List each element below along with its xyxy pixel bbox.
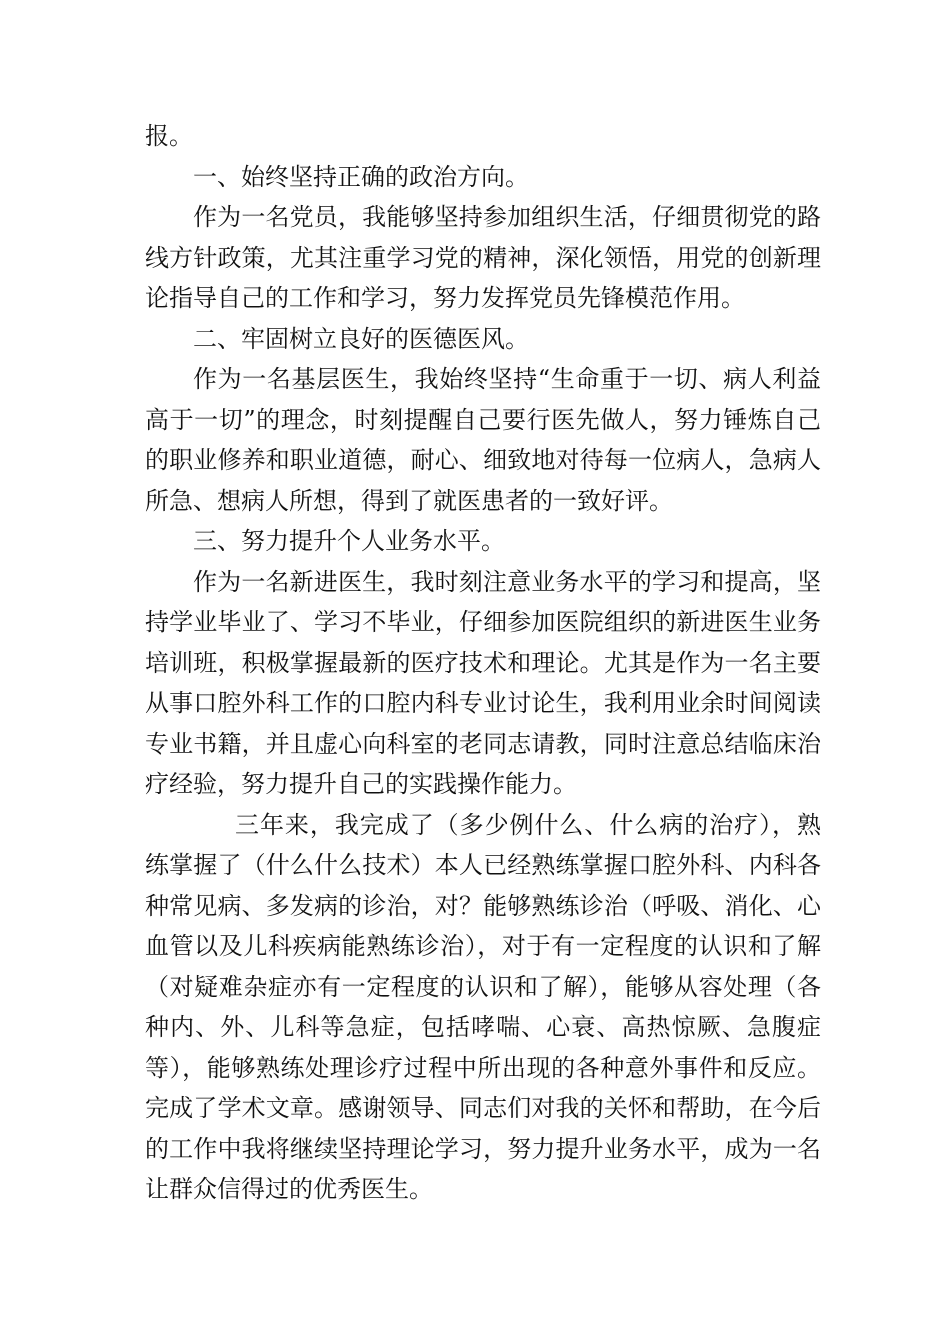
paragraph-professional-skills: 作为一名新进医生，我时刻注意业务水平的学习和提高，坚持学业毕业了、学习不毕业，仔细参加医院组织的新进医生业务培训班，积极掌握最新的医疗技术和理论。尤其是作为一名主要从事口腔外科工作的口腔内科专业讨论生，我利用业余时间阅读专业书籍，并且虚心向科室的老同志请教，同时注意总结临床治疗经验，努力提升自己的实践操作能力。 (145, 567, 821, 798)
document-body (145, 116, 821, 1210)
paragraph-continuation: 报。 (145, 122, 193, 150)
section-heading-2: 二、牢固树立良好的医德医风。 (193, 324, 529, 353)
paragraph-political-direction: 作为一名党员，我能够坚持参加组织生活，仔细贯彻党的路线方针政策，尤其注重学习党的精神，深化领悟，用党的创新理论指导自己的工作和学习，努力发挥党员先锋模范作用。 (145, 203, 821, 312)
section-heading-3: 三、努力提升个人业务水平。 (193, 527, 505, 555)
section-heading-1: 一、始终坚持正确的政治方向。 (193, 162, 529, 191)
paragraph-achievements: 三年来，我完成了（多少例什么、什么病的治疗），熟练掌握了（什么什么技术）本人已经熟练掌握口腔外科、内科各种常见病、多发病的诊治，对？能够熟练诊治（呼吸、消化、心血管以及儿科疾病能熟练诊治），对于有一定程度的认识和了解（对疑难杂症亦有一定程度的认识和了解），能够从容处理（各种内、外、儿科等急症，包括哮喘、心衰、高热惊厥、急腹症等），能够熟练处理诊疗过程中所出现的各种意外事件和反应。完成了学术文章。感谢领导、同志们对我的关怀和帮助，在今后的工作中我将继续坚持理论学习，努力提升业务水平，成为一名让群众信得过的优秀医生。 (145, 810, 821, 1203)
paragraph-medical-ethics: 作为一名基层医生，我始终坚持“生命重于一切、病人利益高于一切”的理念，时刻提醒自己要行医先做人，努力锤炼自己的职业修养和职业道德，耐心、细致地对待每一位病人，急病人所急、想病人所想，得到了就医患者的一致好评。 (145, 365, 821, 515)
